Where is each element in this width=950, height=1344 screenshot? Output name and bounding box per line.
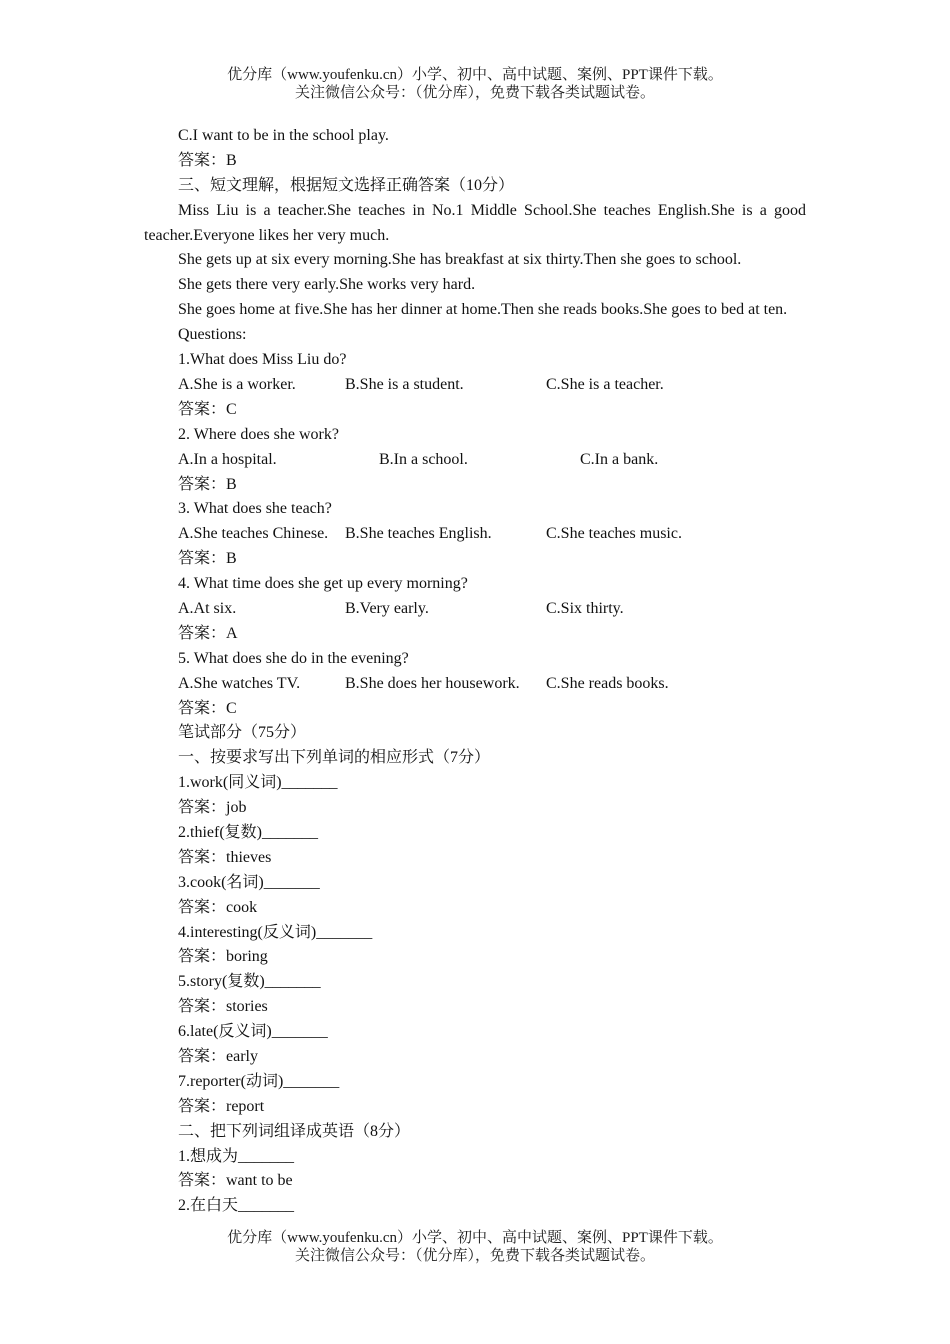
- written-part-title: 笔试部分（75分）: [178, 724, 307, 742]
- section-2-title: 二、把下列词组译成英语（8分）: [178, 1122, 411, 1140]
- question-answer: 答案：C: [178, 699, 237, 717]
- question-answer: 答案：C: [178, 400, 237, 418]
- option-b: B.She does her housework.: [345, 674, 520, 692]
- option-b: B.Very early.: [345, 599, 429, 617]
- word-form-question: 6.late(反义词)_______: [178, 1023, 328, 1041]
- footer-line-1: 优分库（www.youfenku.cn）小学、初中、高中试题、案例、PPT课件下载。: [227, 1230, 723, 1246]
- prev-question-option-c: C.I want to be in the school play.: [178, 127, 389, 144]
- option-a: A.She teaches Chinese.: [178, 525, 329, 543]
- header-line-1: 优分库（www.youfenku.cn）小学、初中、高中试题、案例、PPT课件下载。: [227, 67, 723, 83]
- option-a: A.At six.: [178, 599, 237, 617]
- question-options: [144, 672, 806, 697]
- reading-paragraph: She goes home at five.She has her dinner at home.Then she reads books.She goes to bed at ten.: [178, 301, 788, 319]
- reading-paragraph: She gets there very early.She works very hard.: [178, 276, 476, 294]
- word-form-answer: 答案：cook: [178, 898, 258, 916]
- word-form-question: 5.story(复数)_______: [178, 973, 321, 991]
- question-answer: 答案：A: [178, 624, 238, 642]
- option-c: C.Six thirty.: [546, 599, 624, 617]
- prev-question-answer: 答案：B: [178, 151, 237, 169]
- option-a: A.In a hospital.: [178, 450, 277, 468]
- question-options: [144, 373, 806, 398]
- translation-question: 1.想成为_______: [178, 1147, 295, 1165]
- option-b: B.She is a student.: [345, 375, 464, 393]
- question-text: 5. What does she do in the evening?: [178, 649, 409, 667]
- page-header: [0, 66, 950, 102]
- question-answer: 答案：B: [178, 475, 237, 493]
- option-c: C.In a bank.: [580, 450, 659, 468]
- question-options: [144, 522, 806, 547]
- word-form-answer: 答案：job: [178, 799, 247, 817]
- option-b: B.She teaches English.: [345, 525, 492, 543]
- word-form-question: 4.interesting(反义词)_______: [178, 923, 373, 941]
- option-c: C.She teaches music.: [546, 525, 682, 543]
- option-a: A.She watches TV.: [178, 674, 301, 692]
- word-form-answer: 答案：stories: [178, 998, 268, 1016]
- translation-question: 2.在白天_______: [178, 1197, 295, 1215]
- word-form-answer: 答案：thieves: [178, 848, 272, 866]
- word-form-question: 3.cook(名词)_______: [178, 873, 320, 891]
- document-body: [144, 124, 806, 1219]
- page-footer: [0, 1229, 950, 1265]
- question-options: [144, 448, 806, 473]
- option-a: A.She is a worker.: [178, 375, 296, 393]
- question-text: 3. What does she teach?: [178, 500, 332, 518]
- question-text: 1.What does Miss Liu do?: [178, 351, 347, 369]
- reading-section-title: 三、短文理解，根据短文选择正确答案（10分）: [178, 176, 515, 194]
- footer-line-2: 关注微信公众号：（优分库），免费下载各类试题试卷。: [294, 1248, 655, 1264]
- reading-paragraph: Miss Liu is a teacher.She teaches in No.1 Middle School.She teaches English.She is a good teacher.Everyone likes her very much.: [144, 201, 806, 244]
- header-line-2: 关注微信公众号：（优分库），免费下载各类试题试卷。: [294, 85, 655, 101]
- question-options: [144, 597, 806, 622]
- questions-label: Questions:: [178, 326, 247, 344]
- question-text: 4. What time does she get up every morning?: [178, 575, 468, 593]
- word-form-answer: 答案：report: [178, 1097, 265, 1115]
- question-answer: 答案：B: [178, 550, 237, 568]
- option-c: C.She reads books.: [546, 674, 669, 692]
- word-form-question: 7.reporter(动词)_______: [178, 1072, 340, 1090]
- reading-paragraph: She gets up at six every morning.She has breakfast at six thirty.Then she goes to school.: [178, 251, 742, 269]
- option-c: C.She is a teacher.: [546, 375, 664, 393]
- word-form-answer: 答案：early: [178, 1047, 258, 1065]
- word-form-answer: 答案：boring: [178, 948, 268, 966]
- word-form-question: 2.thief(复数)_______: [178, 823, 318, 841]
- section-1-title: 一、按要求写出下列单词的相应形式（7分）: [178, 749, 491, 767]
- word-form-question: 1.work(同义词)_______: [178, 774, 338, 792]
- option-b: B.In a school.: [379, 450, 468, 468]
- translation-answer: 答案：want to be: [178, 1172, 293, 1190]
- question-text: 2. Where does she work?: [178, 425, 339, 443]
